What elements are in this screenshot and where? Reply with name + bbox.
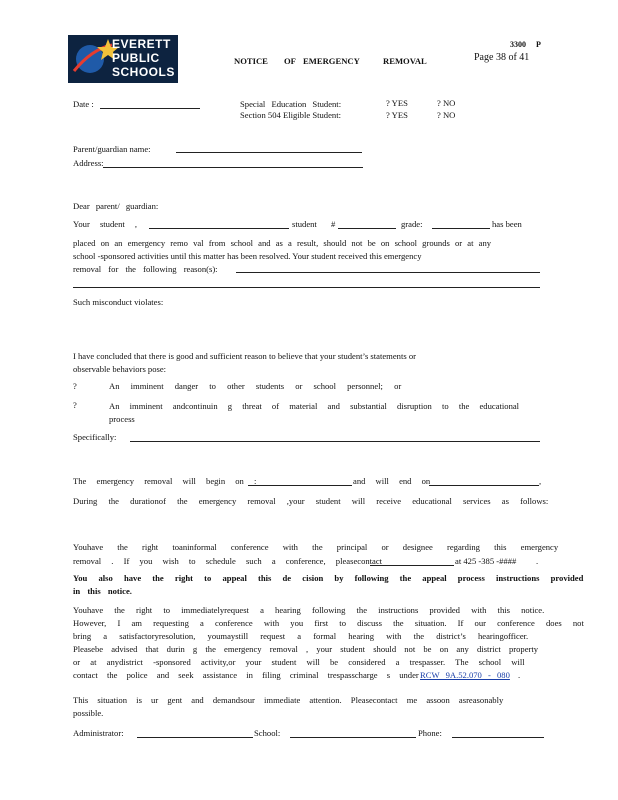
hearing-text-6: contact the police and seek assistance in filing criminal trespasscharge s under (73, 670, 419, 680)
hearing-text-1: Youhave the right to immediatelyrequest a hearing following the instructions provided with this notice. (73, 605, 545, 615)
during-text: During the durationof the emergency removal ,your student will receive educational services as follows: (73, 496, 549, 506)
conference-text-1: Youhave the right toaninformal conference with the principal or designee regarding this emergency (73, 542, 559, 552)
end-date-field[interactable] (429, 485, 539, 486)
section-504-yes[interactable]: ? YES (386, 110, 408, 120)
hearing-text-2: However, I am requesting a conference with you first to discuss the situation. If our conference does not (73, 618, 584, 628)
section-504-label: Section 504 Eligible Student: (240, 110, 341, 120)
student-number-label: student # (292, 219, 336, 229)
appeal-text-2: in this notice. (73, 586, 132, 596)
end-date-punct: , (539, 476, 542, 486)
urgent-text-2: possible. (73, 708, 104, 718)
rcw-link[interactable]: RCW 9A.52.070 - 080 (420, 670, 510, 680)
bullet-mark-2[interactable]: ? (73, 400, 77, 410)
address-field[interactable] (103, 167, 363, 168)
contact-phone: at 425 -385 -#### (455, 556, 517, 566)
hearing-text-3: bring a satisfactoryresolution, youmaystill request a formal hearing with the district’s hearingofficer. (73, 631, 529, 641)
school-label: School: (254, 728, 281, 738)
date-label: Date : (73, 99, 94, 109)
student-name-field[interactable] (149, 228, 289, 229)
grade-label: grade: (401, 219, 423, 229)
removal-reasons-label: removal for the following reason(s): (73, 264, 218, 274)
concluded-text-2: observable behaviors pose: (73, 364, 167, 374)
address-label: Address: (73, 158, 104, 168)
phone-label: Phone: (418, 728, 442, 738)
school-sponsored-text: school -sponsored activities until this matter has been resolved. Your student received this emergency (73, 251, 422, 261)
parent-name-field[interactable] (176, 152, 362, 153)
logo-text-line-3: SCHOOLS (112, 65, 175, 79)
special-ed-no[interactable]: ? NO (437, 98, 456, 108)
hearing-period: . (518, 670, 521, 680)
administrator-label: Administrator: (73, 728, 124, 738)
hearing-text-5: or at anydistrict -sponsored activity,or your student will be considered a trespasser. The school will (73, 657, 525, 667)
grade-field[interactable] (432, 228, 490, 229)
specifically-field[interactable] (130, 441, 540, 442)
hearing-text-4: Pleasebe advised that durin g the emergency removal , your student should not be on any district property (73, 644, 539, 654)
title-word-1: NOTICE (234, 56, 268, 66)
removal-reason-field-1[interactable] (236, 272, 540, 273)
removal-end-label: and will end on (353, 476, 431, 486)
section-504-no[interactable]: ? NO (437, 110, 456, 120)
appeal-text-1: You also have the right to appeal this de cision by following the appeal process instructions provided (73, 573, 584, 583)
logo-text-line-1: EVERETT (112, 37, 171, 51)
date-field[interactable] (100, 108, 200, 109)
special-ed-yes[interactable]: ? YES (386, 98, 408, 108)
title-word-2: OF (284, 56, 296, 66)
contact-name-field[interactable] (370, 565, 454, 566)
has-been-text: has been (492, 219, 522, 229)
doc-code: 3300 (510, 40, 526, 49)
doc-suffix: P (536, 40, 541, 49)
bullet-text-2b: process (109, 414, 135, 424)
begin-date-field[interactable] (248, 485, 352, 486)
school-field[interactable] (290, 737, 416, 738)
placed-on-text: placed on an emergency remo val from school and as a result, should not be on school grounds or at any (73, 238, 492, 248)
district-logo (68, 35, 178, 83)
student-number-field[interactable] (338, 228, 396, 229)
conference-text-2: removal . If you wish to schedule such a conference, pleasecontact (73, 556, 383, 566)
special-ed-label: Special Education Student: (240, 99, 342, 109)
concluded-text-1: I have concluded that there is good and sufficient reason to believe that your student’s statements or (73, 351, 417, 361)
bullet-text-2a: An imminent andcontinuin g threat of material and substantial disruption to the educational (109, 401, 520, 411)
misconduct-label: Such misconduct violates: (73, 297, 164, 307)
administrator-field[interactable] (137, 737, 253, 738)
conference-period: . (536, 556, 539, 566)
parent-name-label: Parent/guardian name: (73, 144, 151, 154)
logo-text-line-2: PUBLIC (112, 51, 160, 65)
your-student-label: Your student , (73, 219, 138, 229)
specifically-label: Specifically: (73, 432, 117, 442)
page-number: Page 38 of 41 (474, 52, 530, 63)
removal-reason-field-2[interactable] (73, 287, 540, 288)
title-word-4: REMOVAL (383, 56, 427, 66)
removal-begin-label: The emergency removal will begin on : (73, 476, 257, 486)
title-word-3: EMERGENCY (303, 56, 360, 66)
greeting: Dear parent/ guardian: (73, 201, 159, 211)
bullet-mark-1[interactable]: ? (73, 381, 77, 391)
bullet-text-1: An imminent danger to other students or school personnel; or (109, 381, 402, 391)
phone-field[interactable] (452, 737, 544, 738)
urgent-text-1: This situation is ur gent and demandsour immediate attention. Pleasecontact me assoon asreasonably (73, 695, 504, 705)
